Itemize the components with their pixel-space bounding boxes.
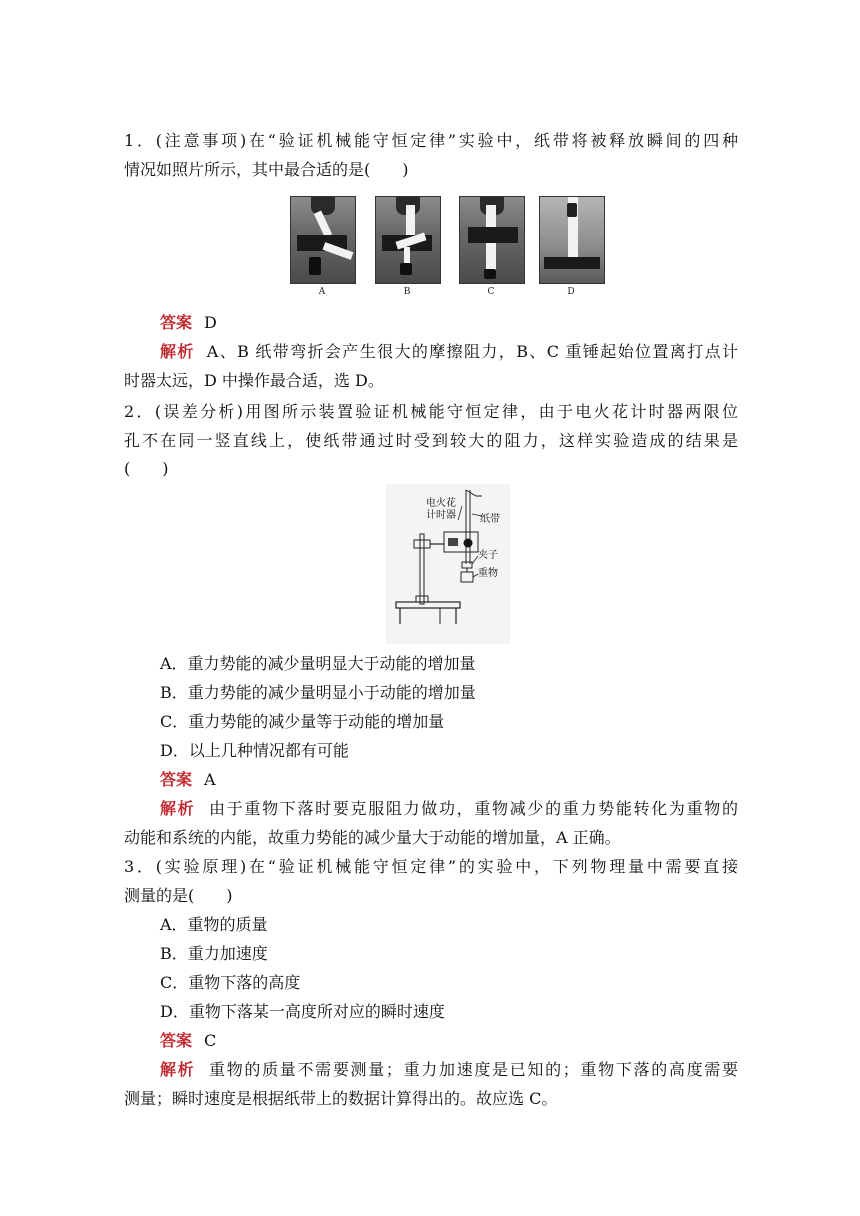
q2-stem-line1: 2．(误差分析)用图所示装置验证机械能守恒定律，由于电火花计时器两限位 [124,402,738,421]
photo-label-a: A [318,287,326,297]
analysis-label: 解析 [160,799,196,818]
answer-label: 答案 [160,313,193,332]
q1-stem-line2: 情况如照片所示，其中最合适的是( ) [124,160,409,179]
q3-option-a: A．重物的质量 [160,915,268,934]
q2-option-a: A．重力势能的减少量明显大于动能的增加量 [160,654,476,673]
diagram-label-timer: 电火花 [426,498,456,509]
q3-stem-line2: 测量的是( ) [124,886,233,905]
q2-analysis-line2: 动能和系统的内能，故重力势能的减少量大于动能的增加量，A 正确。 [124,828,621,847]
q2-option-c: C．重力势能的减少量等于动能的增加量 [160,712,445,731]
q2-analysis-line1 [160,799,738,819]
q2-stem-line2: 孔不在同一竖直线上，使纸带通过时受到较大的阻力，这样实验造成的结果是 [124,431,738,450]
q1-answer [160,313,738,333]
q3-analysis-text1: 重物的质量不需要测量；重力加速度是已知的；重物下落的高度需要 [207,1060,738,1079]
photo-c [459,196,525,284]
diagram-label-tape: 纸带 [480,514,500,525]
answer-label: 答案 [160,770,193,789]
q2-analysis-text1: 由于重物下落时要克服阻力做功，重物减少的重力势能转化为重物的 [207,799,738,818]
answer-value: D [204,313,217,332]
q2-answer [160,770,738,790]
q3-option-c: C．重物下落的高度 [160,973,301,992]
diagram-label-clip: 夹子 [478,550,498,561]
q1-analysis-text1: A、B 纸带弯折会产生很大的摩擦阻力，B、C 重锤起始位置离打点计 [206,342,738,361]
photo-label-b: B [403,287,411,297]
diagram-label-timer2: 计时器 [426,510,456,521]
q3-answer [160,1031,738,1051]
photo-label-c: C [487,287,495,297]
photo-d [539,196,605,284]
answer-value: C [204,1031,217,1050]
analysis-label: 解析 [160,342,195,361]
q2-option-b: B．重力势能的减少量明显小于动能的增加量 [160,683,476,702]
q3-analysis-line1 [160,1060,738,1080]
q3-stem-line1: 3．(实验原理)在“验证机械能守恒定律”的实验中，下列物理量中需要直接 [124,857,738,876]
q3-option-b: B．重力加速度 [160,944,268,963]
apparatus-diagram [386,484,510,644]
q2-option-d: D．以上几种情况都有可能 [160,741,349,760]
q2-stem-line3: ( ) [124,459,169,478]
answer-label: 答案 [160,1031,193,1050]
q1-analysis-line2: 时器太远，D 中操作最合适，选 D。 [124,371,384,390]
photo-b [375,196,441,284]
answer-value: A [204,770,216,789]
q3-analysis-line2: 测量；瞬时速度是根据纸带上的数据计算得出的。故应选 C。 [124,1089,558,1108]
diagram-label-weight: 重物 [478,568,498,579]
photo-a [290,196,356,284]
analysis-label: 解析 [160,1060,196,1079]
photo-label-d: D [567,287,575,297]
q1-stem-line1: 1．(注意事项)在“验证机械能守恒定律”实验中，纸带将被释放瞬间的四种 [124,131,738,150]
q3-option-d: D．重物下落某一高度所对应的瞬时速度 [160,1002,445,1021]
q1-analysis-line1 [160,342,738,362]
